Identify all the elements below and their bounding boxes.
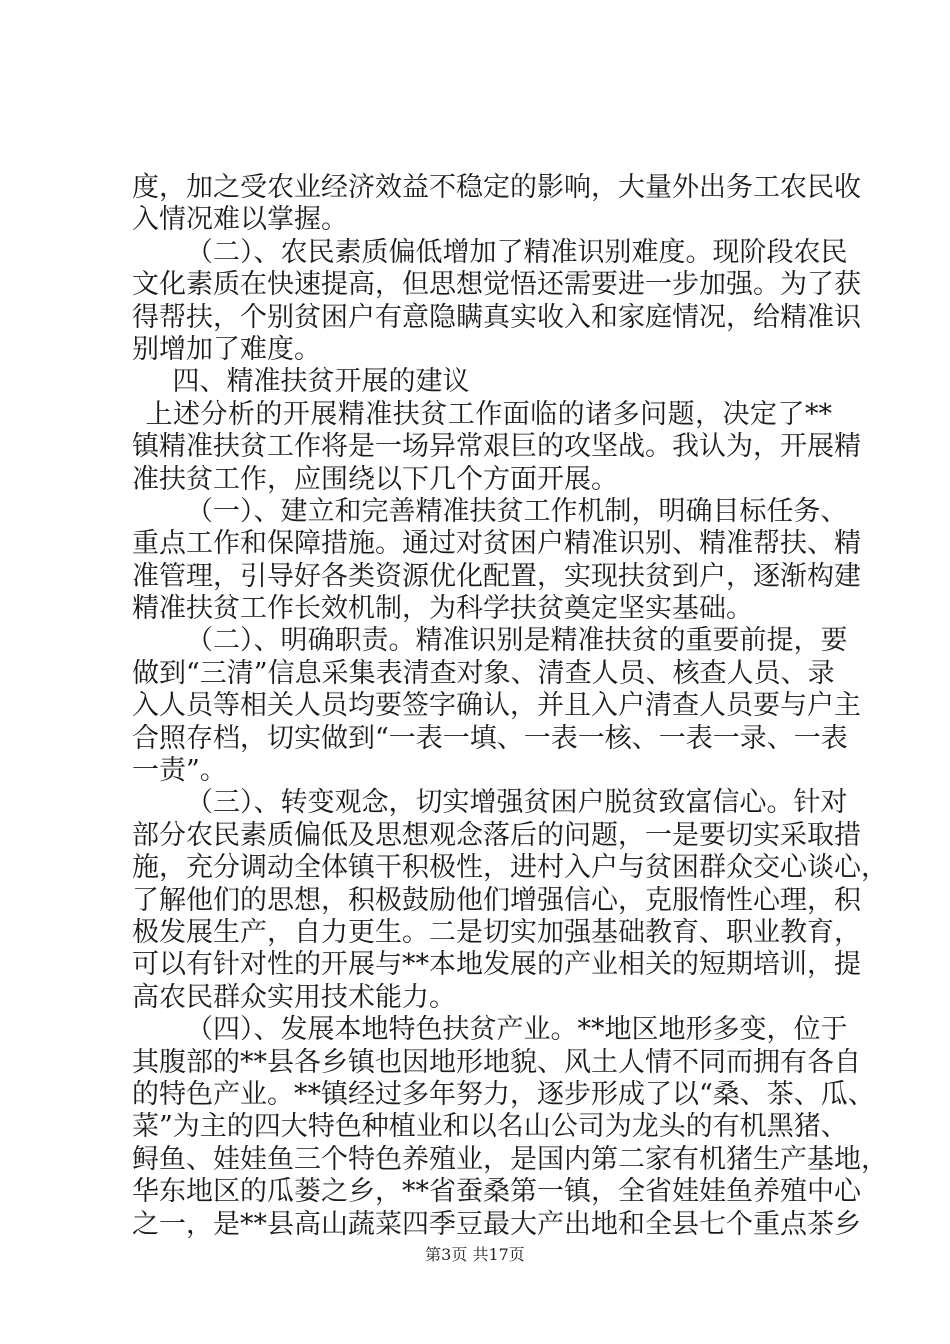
text-line: 重点工作和保障措施。通过对贫困户精准识别、精准帮扶、精 xyxy=(132,528,861,560)
text-line: 部分农民素质偏低及思想观念落后的问题，一是要切实采取措 xyxy=(132,819,861,851)
text-line: （四）、发展本地特色扶贫产业。**地区地形多变，位于 xyxy=(186,1014,848,1046)
text-line: 高农民群众实用技术能力。 xyxy=(132,981,456,1013)
text-line: 的特色产业。**镇经过多年努力，逐步形成了以“桑、茶、瓜、 xyxy=(132,1078,875,1110)
text-line: 华东地区的瓜蒌之乡，**省蚕桑第一镇，全省娃娃鱼养殖中心 xyxy=(132,1176,861,1208)
text-line: 度，加之受农业经济效益不稳定的影响，大量外出务工农民收 xyxy=(132,172,861,203)
text-line: （二）、农民素质偏低增加了精准识别难度。现阶段农民 xyxy=(186,236,848,268)
text-line: 准管理，引导好各类资源优化配置，实现扶贫到户，逐渐构建 xyxy=(132,560,861,592)
document-body xyxy=(132,172,888,1241)
text-line: 得帮扶，个别贫困户有意隐瞒真实收入和家庭情况，给精准识 xyxy=(132,301,861,333)
text-line: （三）、转变观念，切实增强贫困户脱贫致富信心。针对 xyxy=(186,787,848,819)
text-line: 四、精准扶贫开展的建议 xyxy=(172,366,470,398)
text-line: 准扶贫工作，应围绕以下几个方面开展。 xyxy=(132,463,618,495)
text-line: 一责”。 xyxy=(132,755,227,787)
text-line: 其腹部的**县各乡镇也因地形地貌、风土人情不同而拥有各自 xyxy=(132,1046,861,1078)
text-line: 入情况难以掌握。 xyxy=(132,204,348,236)
text-line: 精准扶贫工作长效机制，为科学扶贫奠定坚实基础。 xyxy=(132,593,753,625)
text-line: 入人员等相关人员均要签字确认，并且入户清查人员要与户主 xyxy=(132,690,861,722)
text-line: 镇精准扶贫工作将是一场异常艰巨的攻坚战。我认为，开展精 xyxy=(132,431,861,463)
text-line: （二）、明确职责。精准识别是精准扶贫的重要前提，要 xyxy=(186,625,848,657)
text-line: 上述分析的开展精准扶贫工作面临的诸多问题，决定了** xyxy=(145,398,832,430)
text-line: 合照存档，切实做到“一表一填、一表一核、一表一录、一表 xyxy=(132,722,848,754)
text-line: 菜”为主的四大特色种植业和以名山公司为龙头的有机黑猪、 xyxy=(132,1111,848,1143)
text-line: （一）、建立和完善精准扶贫工作机制，明确目标任务、 xyxy=(186,495,848,527)
text-line: 别增加了难度。 xyxy=(132,333,321,365)
page-number-footer: 第3页 共17页 xyxy=(425,1245,525,1264)
text-line: 可以有针对性的开展与**本地发展的产业相关的短期培训，提 xyxy=(132,949,861,981)
text-line: 极发展生产，自力更生。二是切实加强基础教育、职业教育， xyxy=(132,916,861,948)
text-line: 了解他们的思想，积极鼓励他们增强信心，克服惰性心理，积 xyxy=(132,884,861,916)
text-line: 鲟鱼、娃娃鱼三个特色养殖业，是国内第二家有机猪生产基地， xyxy=(132,1143,888,1175)
text-line: 做到“三清”信息采集表清查对象、清查人员、核查人员、录 xyxy=(132,657,835,689)
text-line: 施，充分调动全体镇干积极性，进村入户与贫困群众交心谈心， xyxy=(132,852,888,884)
text-line: 之一，是**县高山蔬菜四季豆最大产出地和全县七个重点茶乡 xyxy=(132,1208,861,1240)
text-line: 文化素质在快速提高，但思想觉悟还需要进一步加强。为了获 xyxy=(132,269,861,301)
